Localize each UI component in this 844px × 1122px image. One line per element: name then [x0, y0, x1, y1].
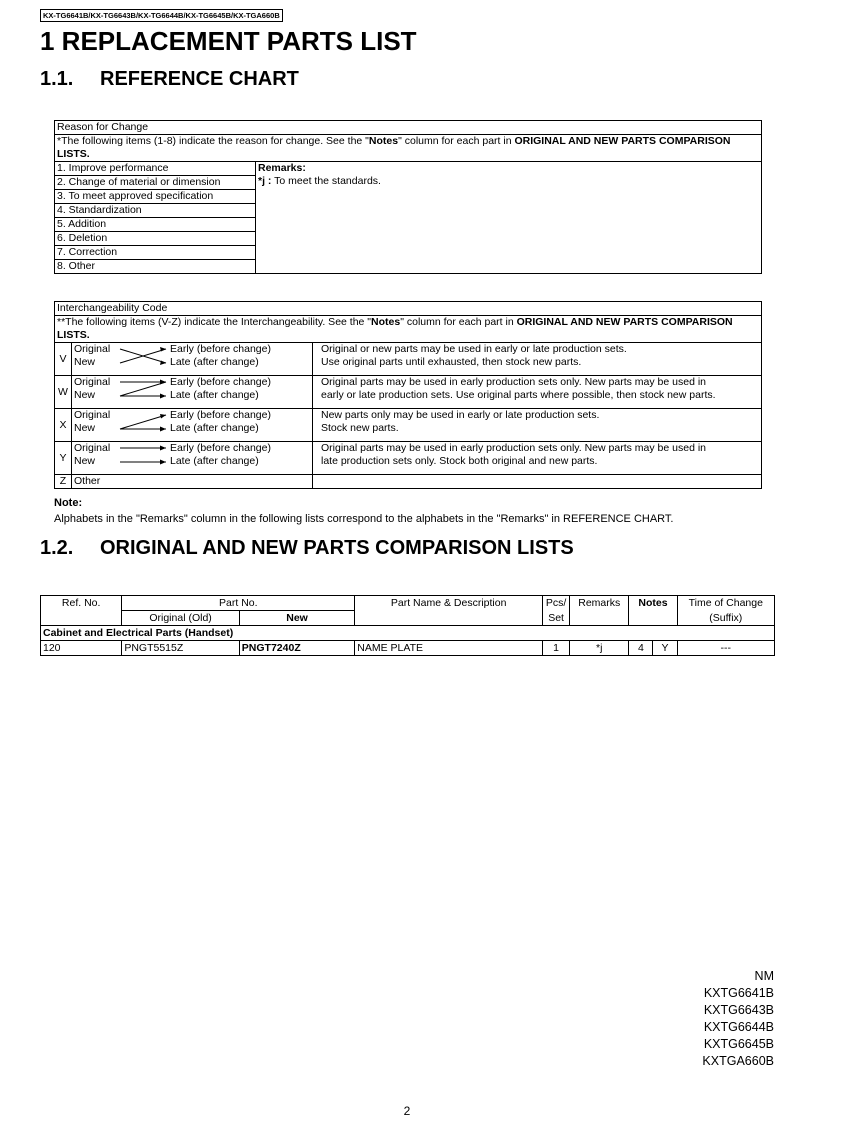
- col-time: Time of Change: [677, 596, 774, 611]
- reason-item: 7. Correction: [55, 246, 256, 260]
- reason-item: 8. Other: [55, 260, 256, 274]
- table-row: [41, 641, 775, 656]
- late-label: Late (after change): [170, 389, 259, 401]
- early-label: Early (before change): [170, 376, 271, 388]
- col-pcs: Pcs/: [543, 596, 570, 611]
- interchange-header: Interchangeability Code: [55, 302, 762, 316]
- x-arrow-icon: [118, 409, 168, 435]
- new-label: New: [74, 389, 96, 401]
- code-diagram: [72, 343, 313, 376]
- col-notes: Notes: [629, 596, 677, 611]
- desc-line: Original parts may be used in early production sets only. New parts may be used in: [321, 442, 706, 454]
- cell-original: PNGT5515Z: [122, 641, 239, 656]
- original-label: Original: [74, 442, 111, 454]
- code-z-label: Other: [72, 475, 313, 489]
- code-v: V: [55, 343, 72, 376]
- early-label: Early (before change): [170, 343, 271, 355]
- model-header: KX-TG6641B/KX-TG6643B/KX-TG6644B/KX-TG6645B/KX-TGA660B: [40, 9, 283, 22]
- code-y: Y: [55, 442, 72, 475]
- interchange-intro: [55, 316, 762, 343]
- col-new: New: [239, 611, 354, 626]
- original-label: Original: [74, 409, 111, 421]
- model-code: KXTG6644B: [703, 1020, 774, 1034]
- page-title: 1 REPLACEMENT PARTS LIST: [40, 26, 417, 56]
- model-code: KXTG6643B: [703, 1003, 774, 1017]
- reason-intro-mid: " column for each part in: [398, 135, 515, 147]
- col-part-name: Part Name & Description: [355, 596, 543, 611]
- col-part-no: Part No.: [122, 596, 355, 611]
- note-text: Alphabets in the "Remarks" column in the following lists correspond to the alphabets in the "Remarks" in REFERENCE CHART.: [54, 513, 674, 525]
- desc-line: Stock new parts.: [321, 422, 399, 434]
- w-arrow-icon: [118, 376, 168, 402]
- section-label: ORIGINAL AND NEW PARTS COMPARISON LISTS: [100, 537, 574, 559]
- parts-comparison-table: [40, 595, 775, 656]
- cell-new: PNGT7240Z: [239, 641, 354, 656]
- code-description: [313, 409, 762, 442]
- reason-intro-plain: *The following items (1-8) indicate the reason for change. See the ": [57, 135, 369, 147]
- cell-name: NAME PLATE: [355, 641, 543, 656]
- desc-line: late production sets only. Stock both original and new parts.: [321, 455, 598, 467]
- interchange-intro-plain: **The following items (V-Z) indicate the Interchangeability. See the ": [57, 316, 372, 328]
- desc-line: New parts only may be used in early or late production sets.: [321, 409, 600, 421]
- code-description: [313, 343, 762, 376]
- model-code: KXTG6641B: [703, 986, 774, 1000]
- remarks-key: *j :: [258, 175, 272, 187]
- col-notes-blank: [629, 611, 677, 626]
- desc-line: Original parts may be used in early production sets only. New parts may be used in: [321, 376, 706, 388]
- section-number: 1.1.: [40, 68, 74, 90]
- interchangeability-table: [54, 301, 762, 489]
- cross-arrow-icon: [118, 343, 168, 369]
- code-description: [313, 376, 762, 409]
- cell-ref: 120: [41, 641, 122, 656]
- reason-intro-notes: Notes: [368, 135, 399, 147]
- early-label: Early (before change): [170, 409, 271, 421]
- remarks-cell: [256, 162, 762, 274]
- model-code: KXTG6645B: [703, 1037, 774, 1051]
- code-w: W: [55, 376, 72, 409]
- model-code: NM: [754, 969, 774, 983]
- col-original: Original (Old): [122, 611, 239, 626]
- code-x: X: [55, 409, 72, 442]
- col-part-name-blank: [355, 611, 543, 626]
- code-description: [313, 442, 762, 475]
- new-label: New: [74, 455, 96, 467]
- new-label: New: [74, 356, 96, 368]
- reason-item: 3. To meet approved specification: [55, 190, 256, 204]
- late-label: Late (after change): [170, 455, 259, 467]
- late-label: Late (after change): [170, 422, 259, 434]
- remarks-line: [258, 175, 759, 188]
- original-label: Original: [74, 343, 111, 355]
- reason-for-change-table: [54, 120, 762, 274]
- desc-line: early or late production sets. Use original parts where possible, then stock new parts.: [321, 389, 716, 401]
- desc-line: Use original parts until exhausted, then stock new parts.: [321, 356, 582, 368]
- note-title: Note:: [54, 497, 83, 509]
- original-label: Original: [74, 376, 111, 388]
- code-diagram: [72, 409, 313, 442]
- cell-note-code: Y: [653, 641, 677, 656]
- interchange-intro-mid: " column for each part in: [400, 316, 517, 328]
- cell-remarks: *j: [570, 641, 629, 656]
- reason-intro-bold: ORIGINAL AND NEW PARTS COMPARISON LISTS.: [57, 135, 731, 160]
- cell-note-reason: 4: [629, 641, 653, 656]
- remarks-title: Remarks:: [258, 162, 306, 174]
- code-z: Z: [55, 475, 72, 489]
- reason-item: 5. Addition: [55, 218, 256, 232]
- early-label: Early (before change): [170, 442, 271, 454]
- section-heading-reference-chart: [40, 68, 299, 91]
- reason-item: 2. Change of material or dimension: [55, 176, 256, 190]
- code-diagram: [72, 442, 313, 475]
- section-heading-comparison-lists: [40, 537, 574, 560]
- reason-header: Reason for Change: [55, 121, 762, 135]
- cell-time: ---: [677, 641, 774, 656]
- code-diagram: [72, 376, 313, 409]
- col-remarks: Remarks: [570, 596, 629, 611]
- reason-intro: [55, 135, 762, 162]
- reason-item: 1. Improve performance: [55, 162, 256, 176]
- model-code: KXTGA660B: [702, 1054, 774, 1068]
- col-remarks-blank: [570, 611, 629, 626]
- new-label: New: [74, 422, 96, 434]
- reason-item: 6. Deletion: [55, 232, 256, 246]
- y-arrow-icon: [118, 442, 168, 468]
- page-number: 2: [403, 1104, 411, 1118]
- section-label: REFERENCE CHART: [100, 68, 299, 90]
- model-codes-block: [702, 968, 774, 1070]
- cell-pcs: 1: [543, 641, 570, 656]
- interchange-intro-notes: Notes: [371, 316, 401, 328]
- section-number: 1.2.: [40, 537, 74, 559]
- interchange-intro-bold: ORIGINAL AND NEW PARTS COMPARISON LISTS.: [57, 316, 733, 341]
- parts-group-heading: Cabinet and Electrical Parts (Handset): [41, 626, 775, 641]
- col-time-suffix: (Suffix): [677, 611, 774, 626]
- col-pcs-set: Set: [543, 611, 570, 626]
- col-ref-no-blank: [41, 611, 122, 626]
- code-z-description: [313, 475, 762, 489]
- remarks-text: To meet the standards.: [271, 175, 381, 187]
- desc-line: Original or new parts may be used in early or late production sets.: [321, 343, 627, 355]
- late-label: Late (after change): [170, 356, 259, 368]
- reason-item: 4. Standardization: [55, 204, 256, 218]
- col-ref-no: Ref. No.: [41, 596, 122, 611]
